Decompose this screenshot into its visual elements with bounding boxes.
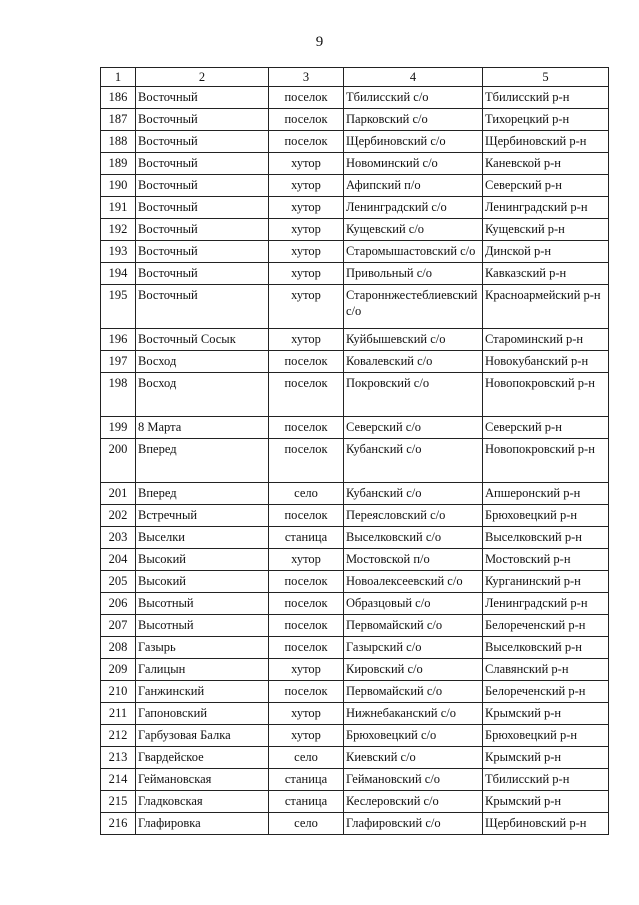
cell-number: 187 <box>101 109 136 131</box>
cell-council: Кубанский с/о <box>344 439 483 483</box>
table-body <box>101 87 609 835</box>
cell-district: Крымский р-н <box>483 703 609 725</box>
cell-district: Выселковский р-н <box>483 527 609 549</box>
cell-council: Северский с/о <box>344 417 483 439</box>
cell-district: Красноармейский р-н <box>483 285 609 329</box>
cell-number: 196 <box>101 329 136 351</box>
cell-council: Брюховецкий с/о <box>344 725 483 747</box>
cell-number: 203 <box>101 527 136 549</box>
cell-district: Белореченский р-н <box>483 681 609 703</box>
cell-district: Белореченский р-н <box>483 615 609 637</box>
cell-number: 212 <box>101 725 136 747</box>
cell-district: Крымский р-н <box>483 791 609 813</box>
cell-council: Староннжестеблиевский с/о <box>344 285 483 329</box>
cell-number: 189 <box>101 153 136 175</box>
cell-council: Газырский с/о <box>344 637 483 659</box>
cell-settlement-type: поселок <box>269 681 344 703</box>
cell-district: Староминский р-н <box>483 329 609 351</box>
table-header-row <box>101 68 609 87</box>
cell-settlement-type: село <box>269 747 344 769</box>
cell-council: Новоминский с/о <box>344 153 483 175</box>
table-row <box>101 769 609 791</box>
table-row <box>101 791 609 813</box>
cell-settlement-name: Газырь <box>136 637 269 659</box>
table-row <box>101 615 609 637</box>
cell-settlement-type: поселок <box>269 109 344 131</box>
cell-settlement-type: поселок <box>269 593 344 615</box>
table-row <box>101 373 609 417</box>
cell-council: Покровский с/о <box>344 373 483 417</box>
table-row <box>101 527 609 549</box>
cell-settlement-name: Вперед <box>136 483 269 505</box>
cell-council: Афипский п/о <box>344 175 483 197</box>
cell-settlement-name: Гапоновский <box>136 703 269 725</box>
cell-settlement-name: Восточный <box>136 197 269 219</box>
cell-council: Нижнебаканский с/о <box>344 703 483 725</box>
cell-number: 210 <box>101 681 136 703</box>
cell-settlement-type: поселок <box>269 439 344 483</box>
table-row <box>101 637 609 659</box>
cell-settlement-name: Высокий <box>136 549 269 571</box>
cell-settlement-name: Восточный <box>136 285 269 329</box>
cell-settlement-name: Высотный <box>136 615 269 637</box>
cell-number: 188 <box>101 131 136 153</box>
column-header-council: 4 <box>344 68 483 87</box>
cell-council: Парковский с/о <box>344 109 483 131</box>
cell-settlement-type: хутор <box>269 263 344 285</box>
cell-council: Мостовской п/о <box>344 549 483 571</box>
cell-settlement-type: поселок <box>269 351 344 373</box>
table-row <box>101 241 609 263</box>
cell-council: Новоалексеевский с/о <box>344 571 483 593</box>
cell-council: Ковалевский с/о <box>344 351 483 373</box>
table-row <box>101 571 609 593</box>
cell-district: Крымский р-н <box>483 747 609 769</box>
cell-settlement-type: хутор <box>269 549 344 571</box>
cell-number: 198 <box>101 373 136 417</box>
table-row <box>101 175 609 197</box>
cell-settlement-type: хутор <box>269 703 344 725</box>
cell-district: Славянский р-н <box>483 659 609 681</box>
page-number: 9 <box>315 34 324 50</box>
cell-settlement-name: Восточный <box>136 87 269 109</box>
cell-settlement-type: хутор <box>269 175 344 197</box>
cell-district: Щербиновский р-н <box>483 813 609 835</box>
cell-district: Брюховецкий р-н <box>483 505 609 527</box>
table-row <box>101 131 609 153</box>
cell-number: 199 <box>101 417 136 439</box>
cell-district: Ленинградский р-н <box>483 197 609 219</box>
cell-settlement-name: 8 Марта <box>136 417 269 439</box>
cell-council: Куйбышевский с/о <box>344 329 483 351</box>
cell-number: 211 <box>101 703 136 725</box>
cell-district: Кущевский р-н <box>483 219 609 241</box>
table-row <box>101 483 609 505</box>
table-row <box>101 263 609 285</box>
cell-council: Кубанский с/о <box>344 483 483 505</box>
table-row <box>101 593 609 615</box>
cell-council: Переясловский с/о <box>344 505 483 527</box>
cell-number: 202 <box>101 505 136 527</box>
cell-settlement-type: хутор <box>269 725 344 747</box>
column-header-district: 5 <box>483 68 609 87</box>
cell-settlement-name: Вперед <box>136 439 269 483</box>
cell-number: 216 <box>101 813 136 835</box>
table-row <box>101 505 609 527</box>
cell-council: Тбилисский с/о <box>344 87 483 109</box>
cell-district: Мостовский р-н <box>483 549 609 571</box>
cell-settlement-name: Глафировка <box>136 813 269 835</box>
cell-district: Новопокровский р-н <box>483 373 609 417</box>
cell-council: Первомайский с/о <box>344 615 483 637</box>
cell-number: 201 <box>101 483 136 505</box>
cell-settlement-type: хутор <box>269 197 344 219</box>
cell-settlement-name: Восточный <box>136 219 269 241</box>
cell-settlement-type: станица <box>269 769 344 791</box>
cell-district: Северский р-н <box>483 417 609 439</box>
cell-council: Образцовый с/о <box>344 593 483 615</box>
cell-district: Тбилисский р-н <box>483 769 609 791</box>
cell-district: Ленинградский р-н <box>483 593 609 615</box>
table-row <box>101 703 609 725</box>
cell-district: Апшеронский р-н <box>483 483 609 505</box>
cell-district: Кавказский р-н <box>483 263 609 285</box>
table-row <box>101 439 609 483</box>
cell-number: 192 <box>101 219 136 241</box>
cell-settlement-type: село <box>269 813 344 835</box>
table-row <box>101 659 609 681</box>
cell-district: Выселковский р-н <box>483 637 609 659</box>
cell-settlement-type: хутор <box>269 329 344 351</box>
table-row <box>101 197 609 219</box>
cell-district: Курганинский р-н <box>483 571 609 593</box>
table-row <box>101 549 609 571</box>
cell-settlement-name: Ганжинский <box>136 681 269 703</box>
cell-settlement-name: Восточный <box>136 131 269 153</box>
cell-council: Ленинградский с/о <box>344 197 483 219</box>
cell-settlement-type: хутор <box>269 219 344 241</box>
cell-settlement-type: поселок <box>269 373 344 417</box>
cell-settlement-name: Гладковская <box>136 791 269 813</box>
cell-council: Привольный с/о <box>344 263 483 285</box>
cell-number: 207 <box>101 615 136 637</box>
table-row <box>101 747 609 769</box>
cell-settlement-name: Гарбузовая Балка <box>136 725 269 747</box>
cell-council: Первомайский с/о <box>344 681 483 703</box>
table-row <box>101 813 609 835</box>
column-header-number: 1 <box>101 68 136 87</box>
settlements-table <box>100 67 609 835</box>
cell-settlement-type: поселок <box>269 505 344 527</box>
cell-settlement-type: поселок <box>269 131 344 153</box>
table-row <box>101 417 609 439</box>
cell-district: Новопокровский р-н <box>483 439 609 483</box>
cell-settlement-name: Геймановская <box>136 769 269 791</box>
cell-settlement-name: Восточный <box>136 241 269 263</box>
cell-settlement-type: поселок <box>269 87 344 109</box>
cell-number: 214 <box>101 769 136 791</box>
cell-number: 205 <box>101 571 136 593</box>
cell-settlement-name: Восточный <box>136 109 269 131</box>
cell-settlement-name: Галицын <box>136 659 269 681</box>
cell-council: Глафировский с/о <box>344 813 483 835</box>
table-row <box>101 285 609 329</box>
cell-settlement-name: Высокий <box>136 571 269 593</box>
table-row <box>101 351 609 373</box>
cell-council: Выселковский с/о <box>344 527 483 549</box>
cell-settlement-type: поселок <box>269 417 344 439</box>
cell-settlement-name: Восход <box>136 351 269 373</box>
cell-number: 194 <box>101 263 136 285</box>
cell-district: Каневской р-н <box>483 153 609 175</box>
cell-council: Кущевский с/о <box>344 219 483 241</box>
cell-district: Тихорецкий р-н <box>483 109 609 131</box>
cell-number: 191 <box>101 197 136 219</box>
cell-number: 206 <box>101 593 136 615</box>
cell-settlement-type: хутор <box>269 153 344 175</box>
cell-number: 195 <box>101 285 136 329</box>
cell-settlement-name: Встречный <box>136 505 269 527</box>
cell-council: Геймановский с/о <box>344 769 483 791</box>
cell-council: Щербиновский с/о <box>344 131 483 153</box>
cell-settlement-type: поселок <box>269 571 344 593</box>
cell-settlement-type: станица <box>269 527 344 549</box>
cell-settlement-name: Высотный <box>136 593 269 615</box>
table-row <box>101 329 609 351</box>
cell-number: 200 <box>101 439 136 483</box>
cell-council: Старомышастовский с/о <box>344 241 483 263</box>
cell-settlement-name: Восход <box>136 373 269 417</box>
table-row <box>101 109 609 131</box>
cell-settlement-type: село <box>269 483 344 505</box>
cell-settlement-type: станица <box>269 791 344 813</box>
column-header-type: 3 <box>269 68 344 87</box>
cell-number: 213 <box>101 747 136 769</box>
cell-number: 193 <box>101 241 136 263</box>
column-header-name: 2 <box>136 68 269 87</box>
cell-number: 204 <box>101 549 136 571</box>
cell-number: 197 <box>101 351 136 373</box>
cell-number: 186 <box>101 87 136 109</box>
table-row <box>101 219 609 241</box>
cell-settlement-type: хутор <box>269 241 344 263</box>
cell-number: 215 <box>101 791 136 813</box>
cell-settlement-name: Выселки <box>136 527 269 549</box>
cell-district: Щербиновский р-н <box>483 131 609 153</box>
cell-settlement-name: Гвардейское <box>136 747 269 769</box>
cell-district: Динской р-н <box>483 241 609 263</box>
table-row <box>101 725 609 747</box>
cell-district: Северский р-н <box>483 175 609 197</box>
cell-council: Кировский с/о <box>344 659 483 681</box>
cell-settlement-type: поселок <box>269 637 344 659</box>
cell-district: Тбилисский р-н <box>483 87 609 109</box>
cell-district: Новокубанский р-н <box>483 351 609 373</box>
table-row <box>101 681 609 703</box>
cell-settlement-type: поселок <box>269 615 344 637</box>
cell-settlement-name: Восточный Сосык <box>136 329 269 351</box>
cell-settlement-name: Восточный <box>136 175 269 197</box>
cell-district: Брюховецкий р-н <box>483 725 609 747</box>
cell-number: 190 <box>101 175 136 197</box>
cell-council: Кеслеровский с/о <box>344 791 483 813</box>
table-row <box>101 87 609 109</box>
cell-settlement-type: хутор <box>269 659 344 681</box>
cell-settlement-name: Восточный <box>136 263 269 285</box>
table-row <box>101 153 609 175</box>
cell-settlement-name: Восточный <box>136 153 269 175</box>
cell-number: 208 <box>101 637 136 659</box>
cell-settlement-type: хутор <box>269 285 344 329</box>
cell-council: Киевский с/о <box>344 747 483 769</box>
cell-number: 209 <box>101 659 136 681</box>
